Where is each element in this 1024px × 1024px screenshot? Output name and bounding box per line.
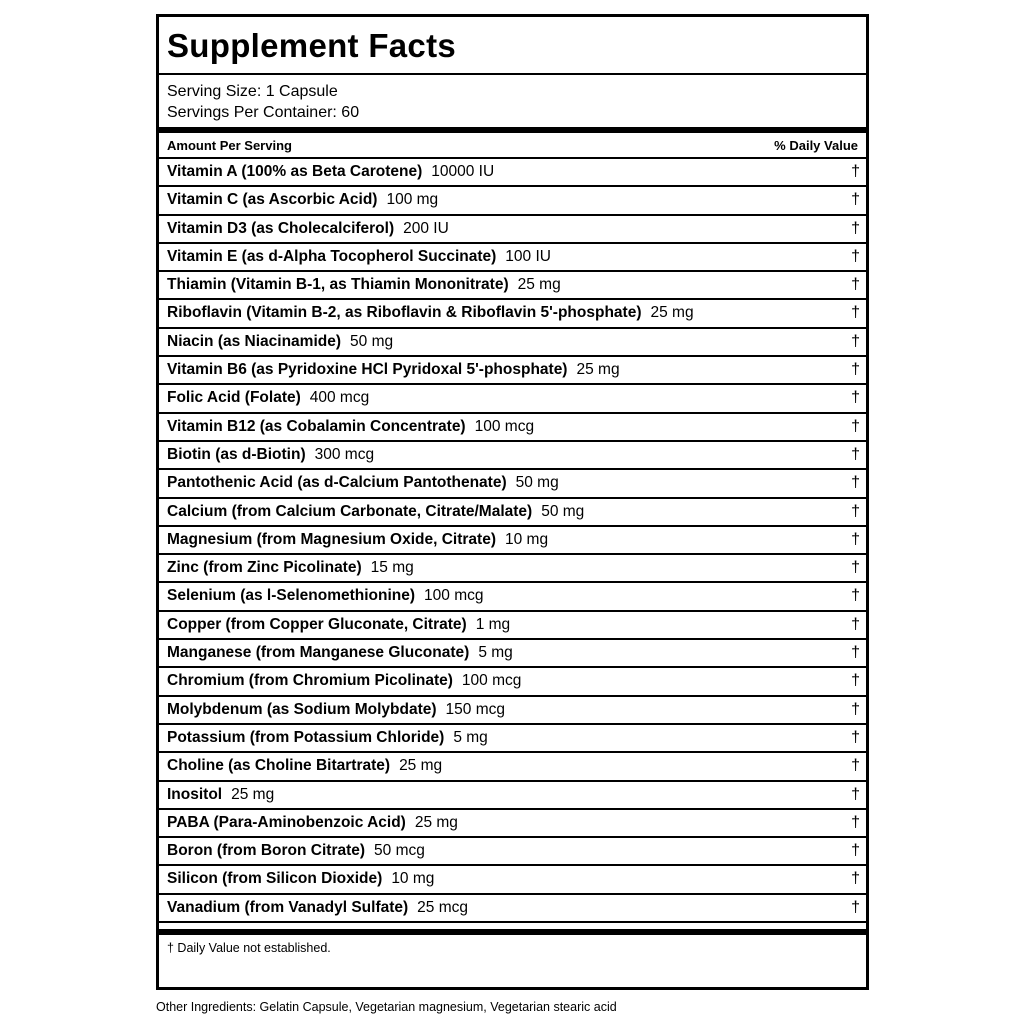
- table-row: [159, 753, 866, 781]
- nutrient-name: Vitamin D3 (as Cholecalciferol): [167, 219, 395, 237]
- nutrient-amount: 25 mg: [399, 757, 443, 775]
- table-row: [159, 244, 866, 272]
- nutrient-amount: 300 mcg: [314, 445, 375, 463]
- nutrient-line: [167, 899, 468, 917]
- daily-value-dagger: †: [851, 389, 860, 407]
- serving-info: [159, 75, 866, 127]
- nutrient-amount: 100 mcg: [474, 417, 535, 435]
- nutrient-name: Molybdenum (as Sodium Molybdate): [167, 700, 437, 718]
- nutrient-line: [167, 163, 494, 181]
- table-row: [159, 442, 866, 470]
- nutrient-amount: 150 mcg: [445, 700, 505, 718]
- daily-value-dagger: †: [851, 191, 860, 209]
- nutrient-name: Potassium (from Potassium Chloride): [167, 728, 445, 746]
- daily-value-label: % Daily Value: [774, 138, 858, 153]
- table-row: [159, 159, 866, 187]
- table-row: [159, 668, 866, 696]
- nutrient-amount: 10 mg: [391, 870, 435, 888]
- nutrient-line: [167, 276, 561, 294]
- nutrient-amount: 5 mg: [478, 644, 513, 662]
- nutrient-name: Riboflavin (Vitamin B-2, as Riboflavin & Riboflavin 5'-phosphate): [167, 304, 642, 322]
- nutrient-name: Vanadium (from Vanadyl Sulfate): [167, 898, 409, 916]
- nutrient-amount: 50 mg: [350, 332, 394, 350]
- nutrient-name: Manganese (from Manganese Gluconate): [167, 644, 470, 662]
- nutrient-line: [167, 842, 425, 860]
- other-ingredients: Other Ingredients: Gelatin Capsule, Vegetarian magnesium, Vegetarian stearic acid: [156, 1000, 617, 1014]
- nutrient-line: [167, 672, 521, 690]
- nutrient-amount: 25 mg: [231, 785, 275, 803]
- nutrient-name: Vitamin E (as d-Alpha Tocopherol Succinate): [167, 247, 497, 265]
- column-header: [159, 133, 866, 159]
- table-row: [159, 838, 866, 866]
- table-row: [159, 470, 866, 498]
- table-row: [159, 583, 866, 611]
- table-row: [159, 612, 866, 640]
- nutrient-amount: 25 mg: [517, 276, 561, 294]
- daily-value-dagger: †: [851, 304, 860, 322]
- nutrient-name: Choline (as Choline Bitartrate): [167, 757, 391, 775]
- daily-value-dagger: †: [851, 644, 860, 662]
- serving-size: Serving Size: 1 Capsule: [167, 83, 338, 100]
- daily-value-dagger: †: [851, 615, 860, 633]
- daily-value-dagger: †: [851, 785, 860, 803]
- nutrient-line: [167, 220, 449, 238]
- daily-value-dagger: †: [851, 559, 860, 577]
- nutrient-name: Biotin (as d-Biotin): [167, 445, 306, 463]
- nutrient-line: [167, 446, 374, 464]
- nutrient-name: Boron (from Boron Citrate): [167, 842, 366, 860]
- table-row: [159, 385, 866, 413]
- daily-value-dagger: †: [851, 361, 860, 379]
- nutrient-amount: 10000 IU: [431, 163, 495, 180]
- nutrient-name: Zinc (from Zinc Picolinate): [167, 559, 362, 577]
- daily-value-dagger: †: [851, 474, 860, 492]
- nutrient-name: Vitamin B6 (as Pyridoxine HCl Pyridoxal 5'-phosphate): [167, 361, 568, 379]
- table-row: [159, 810, 866, 838]
- nutrient-amount: 10 mg: [505, 530, 549, 548]
- table-row: [159, 499, 866, 527]
- nutrient-line: [167, 474, 559, 492]
- table-row: [159, 782, 866, 810]
- nutrient-name: Vitamin B12 (as Cobalamin Concentrate): [167, 417, 466, 435]
- nutrient-amount: 100 mg: [386, 191, 439, 209]
- nutrient-line: [167, 503, 584, 521]
- table-row: [159, 216, 866, 244]
- daily-value-dagger: †: [851, 247, 860, 265]
- nutrient-amount: 1 mg: [475, 615, 511, 633]
- nutrient-amount: 25 mg: [414, 813, 458, 831]
- nutrient-name: Vitamin C (as Ascorbic Acid): [167, 191, 378, 209]
- nutrient-line: [167, 786, 274, 804]
- daily-value-dagger: †: [851, 332, 860, 350]
- table-row: [159, 357, 866, 385]
- daily-value-dagger: †: [851, 219, 860, 237]
- thick-divider-bottom: [159, 929, 866, 935]
- nutrient-name: Magnesium (from Magnesium Oxide, Citrate): [167, 530, 496, 548]
- nutrient-line: [167, 389, 369, 407]
- servings-per-container: Servings Per Container: 60: [167, 104, 360, 121]
- table-row: [159, 866, 866, 894]
- nutrient-name: Thiamin (Vitamin B-1, as Thiamin Mononitrate): [167, 276, 509, 294]
- daily-value-dagger: †: [851, 445, 860, 463]
- panel-title: Supplement Facts: [167, 27, 457, 64]
- nutrient-name: Silicon (from Silicon Dioxide): [167, 870, 383, 888]
- daily-value-dagger: †: [851, 757, 860, 775]
- daily-value-dagger: †: [851, 530, 860, 548]
- daily-value-dagger: †: [851, 417, 860, 435]
- table-row: [159, 725, 866, 753]
- table-row: [159, 187, 866, 215]
- nutrient-line: [167, 814, 458, 832]
- nutrient-line: [167, 757, 442, 775]
- nutrient-line: [167, 870, 434, 888]
- table-row: [159, 895, 866, 923]
- nutrient-name: Calcium (from Calcium Carbonate, Citrate/Malate): [167, 502, 533, 520]
- nutrient-amount: 25 mcg: [417, 898, 469, 916]
- footnote: † Daily Value not established.: [167, 941, 331, 955]
- daily-value-dagger: †: [851, 813, 860, 831]
- nutrient-name: Selenium (as l-Selenomethionine): [167, 587, 416, 605]
- nutrient-line: [167, 587, 484, 605]
- daily-value-dagger: †: [851, 700, 860, 718]
- table-row: [159, 414, 866, 442]
- nutrient-amount: 50 mg: [515, 474, 559, 492]
- nutrient-name: Vitamin A (100% as Beta Carotene): [167, 163, 423, 180]
- nutrient-line: [167, 729, 488, 747]
- table-row: [159, 300, 866, 328]
- table-row: [159, 527, 866, 555]
- table-row: [159, 697, 866, 725]
- table-row: [159, 272, 866, 300]
- title-section: [159, 17, 866, 75]
- nutrient-line: [167, 361, 620, 379]
- nutrient-line: [167, 531, 548, 549]
- nutrient-line: [167, 248, 551, 266]
- nutrient-name: PABA (Para-Aminobenzoic Acid): [167, 813, 406, 831]
- daily-value-dagger: †: [851, 502, 860, 520]
- nutrient-amount: 200 IU: [403, 219, 449, 237]
- nutrient-amount: 400 mcg: [309, 389, 370, 407]
- nutrient-name: Folic Acid (Folate): [167, 389, 301, 407]
- nutrient-amount: 25 mg: [650, 304, 694, 322]
- daily-value-dagger: †: [851, 728, 860, 746]
- nutrient-name: Inositol: [167, 785, 223, 803]
- amount-per-serving-label: Amount Per Serving: [167, 138, 292, 153]
- supplement-facts-panel: [156, 14, 869, 990]
- nutrient-line: [167, 191, 438, 209]
- nutrient-amount: 100 mcg: [461, 672, 522, 690]
- nutrient-amount: 50 mg: [541, 502, 585, 520]
- nutrient-line: [167, 418, 534, 436]
- nutrient-name: Niacin (as Niacinamide): [167, 332, 342, 350]
- nutrient-amount: 5 mg: [453, 728, 488, 746]
- nutrient-line: [167, 616, 510, 634]
- nutrient-table: [159, 159, 866, 923]
- nutrient-line: [167, 304, 694, 322]
- nutrient-name: Pantothenic Acid (as d-Calcium Pantothenate): [167, 474, 507, 492]
- daily-value-dagger: †: [851, 163, 860, 180]
- nutrient-amount: 100 IU: [505, 247, 551, 265]
- daily-value-dagger: †: [851, 870, 860, 888]
- nutrient-name: Copper (from Copper Gluconate, Citrate): [167, 615, 467, 633]
- daily-value-dagger: †: [851, 842, 860, 860]
- daily-value-dagger: †: [851, 587, 860, 605]
- table-row: [159, 329, 866, 357]
- daily-value-dagger: †: [851, 672, 860, 690]
- nutrient-line: [167, 559, 414, 577]
- daily-value-dagger: †: [851, 276, 860, 294]
- table-row: [159, 640, 866, 668]
- nutrient-line: [167, 701, 505, 719]
- daily-value-dagger: †: [851, 898, 860, 916]
- nutrient-amount: 15 mg: [370, 559, 414, 577]
- table-row: [159, 555, 866, 583]
- nutrient-name: Chromium (from Chromium Picolinate): [167, 672, 453, 690]
- nutrient-amount: 100 mcg: [424, 587, 484, 605]
- nutrient-amount: 25 mg: [576, 361, 620, 379]
- nutrient-line: [167, 333, 393, 351]
- nutrient-amount: 50 mcg: [374, 842, 425, 860]
- nutrient-line: [167, 644, 513, 662]
